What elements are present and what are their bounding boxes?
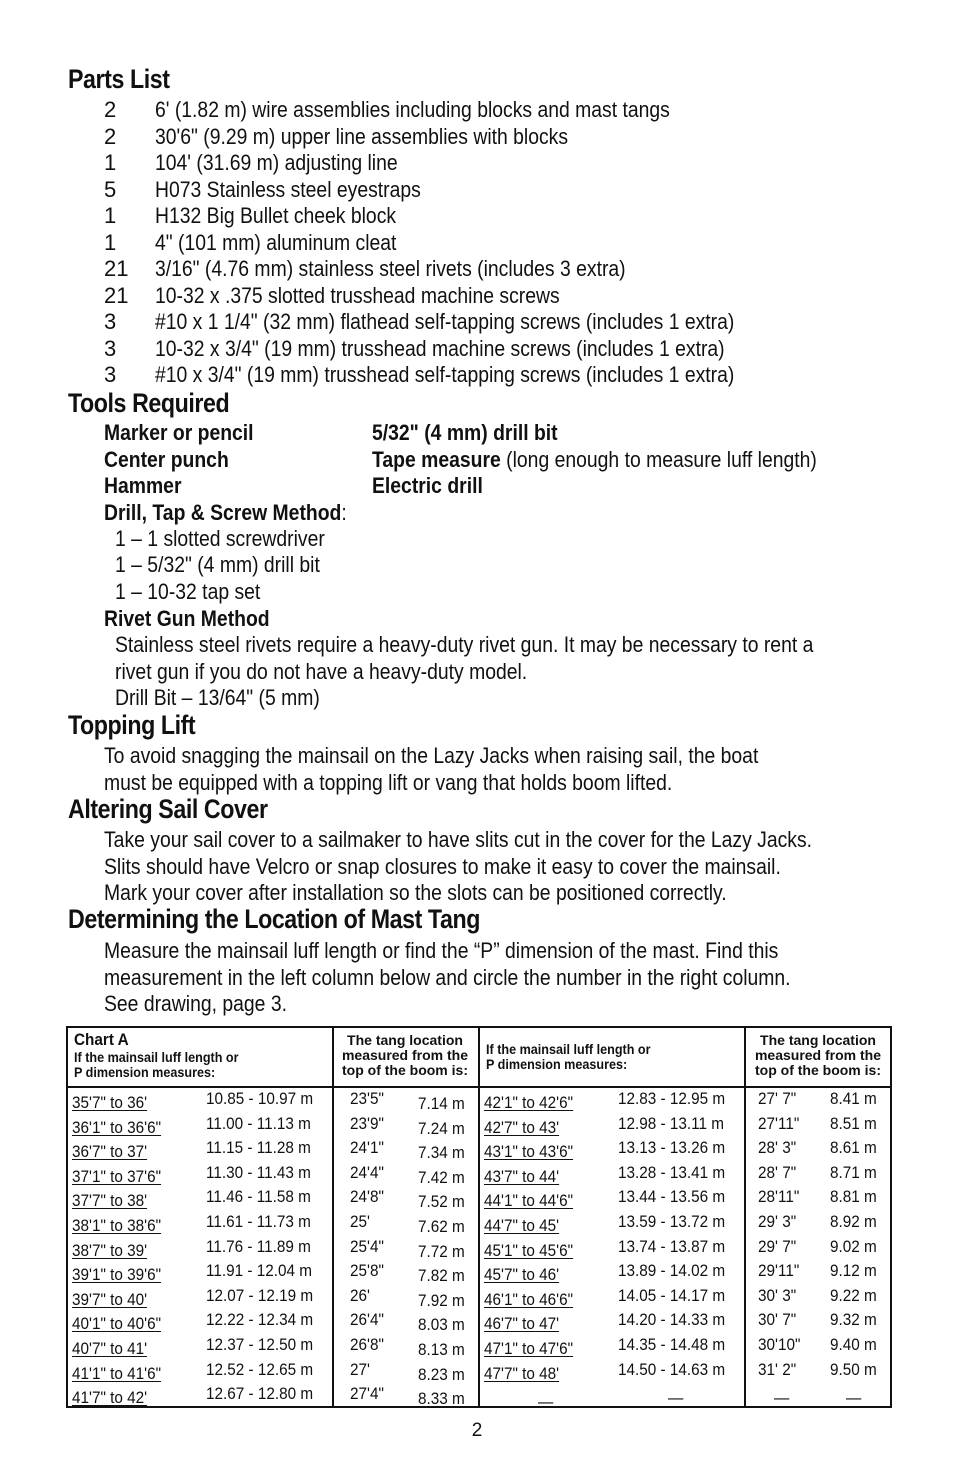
part-description: 3/16" (4.76 mm) stainless steel rivets (includes 3 extra) [155, 256, 626, 281]
table-cell: 24'4" [350, 1162, 384, 1182]
table-cell: 31' 2" [758, 1359, 797, 1379]
table-cell: 8.33 m [418, 1389, 465, 1409]
table-cell: 8.13 m [418, 1340, 465, 1359]
table-cell: 11.00 - 11.13 m [206, 1113, 311, 1133]
table-cell: 12.83 - 12.95 m [618, 1089, 726, 1108]
part-quantity: 1 [104, 230, 117, 255]
part-quantity: 21 [104, 256, 129, 281]
table-cell: 7.42 m [418, 1167, 465, 1187]
table-cell: 9.22 m [830, 1285, 877, 1305]
table-cell: 9.12 m [830, 1261, 877, 1281]
header-line: top of the boom is: [755, 1062, 881, 1078]
table-cell: 12.37 - 12.50 m [206, 1335, 314, 1354]
table-cell: 12.22 - 12.34 m [206, 1310, 314, 1330]
table-cell: 46'1" to 46'6" [484, 1289, 574, 1309]
method-label: Drill, Tap & Screw Method [104, 500, 342, 525]
topping-lift-heading: Topping Lift [68, 710, 196, 740]
part-description: 4" (101 mm) aluminum cleat [155, 230, 397, 255]
table-cell: 28' 7" [758, 1162, 797, 1182]
mast-tang-heading: Determining the Location of Mast Tang [68, 904, 480, 934]
table-cell: 11.46 - 11.58 m [206, 1187, 311, 1207]
part-description: H073 Stainless steel eyestraps [155, 177, 421, 202]
part-quantity: 1 [104, 150, 117, 175]
rivet-text: Stainless steel rivets require a heavy-duty rivet gun. It may be necessary to rent a [115, 632, 814, 657]
right-range-header [486, 1042, 651, 1072]
header-line: top of the boom is: [342, 1062, 468, 1078]
table-cell: 14.20 - 14.33 m [618, 1310, 726, 1330]
part-description: #10 x 1 1/4" (32 mm) flathead self-tapping screws (includes 1 extra) [155, 309, 735, 334]
table-cell: 9.40 m [830, 1335, 877, 1354]
table-cell: 42'1" to 42'6" [484, 1093, 574, 1112]
part-description: #10 x 3/4" (19 mm) trusshead self-tapping screws (includes 1 extra) [155, 362, 735, 387]
part-quantity: 3 [104, 362, 117, 387]
part-quantity: 2 [104, 97, 117, 122]
rivet-gun-method-label: Rivet Gun Method [104, 606, 270, 631]
table-cell: 36'1" to 36'6" [72, 1117, 162, 1137]
table-cell: 46'7" to 47' [484, 1314, 560, 1334]
table-cell: 37'7" to 38' [72, 1191, 148, 1211]
part-description: H132 Big Bullet cheek block [155, 203, 397, 228]
tool-item: Hammer [104, 473, 182, 498]
table-cell: 26'8" [350, 1335, 384, 1354]
table-cell: 29' 3" [758, 1212, 797, 1231]
table-cell: 30' 3" [758, 1285, 797, 1305]
chart-title: Chart A [74, 1030, 129, 1049]
table-cell: 30' 7" [758, 1310, 797, 1330]
table-cell: 41'7" to 42' [72, 1388, 148, 1408]
tool-item [372, 447, 817, 473]
table-cell: 28'11" [758, 1187, 800, 1207]
table-cell: — [668, 1388, 684, 1408]
table-cell: 9.02 m [830, 1236, 877, 1256]
part-quantity: 3 [104, 309, 117, 334]
table-cell: 7.72 m [418, 1241, 465, 1261]
header-line: P dimension measures: [74, 1064, 216, 1080]
table-cell: 26' [350, 1285, 370, 1305]
table-cell: 39'7" to 40' [72, 1289, 148, 1309]
method-colon: : [341, 500, 347, 525]
table-cell: 28' 3" [758, 1138, 797, 1158]
table-cell: 9.32 m [830, 1310, 877, 1330]
part-description: 104' (31.69 m) adjusting line [155, 150, 398, 175]
table-cell: 7.52 m [418, 1192, 465, 1212]
table-cell: — [846, 1388, 862, 1408]
table-cell: 8.92 m [830, 1212, 877, 1231]
table-cell: 13.59 - 13.72 m [618, 1212, 726, 1231]
table-cell: 27'4" [350, 1384, 384, 1404]
table-cell: 24'8" [350, 1187, 384, 1207]
table-cell: 29'11" [758, 1261, 800, 1281]
tool-item [372, 473, 483, 499]
header-divider [68, 1086, 890, 1088]
header-line: If the mainsail luff length or [74, 1049, 239, 1065]
part-quantity: 2 [104, 124, 117, 149]
table-cell: 24'1" [350, 1138, 384, 1158]
part-description: 30'6" (9.29 m) upper line assemblies with blocks [155, 124, 569, 149]
table-cell: 12.67 - 12.80 m [206, 1384, 314, 1404]
table-cell: 11.61 - 11.73 m [206, 1212, 311, 1231]
table-cell: 8.03 m [418, 1315, 465, 1335]
tools-required-heading: Tools Required [68, 388, 230, 418]
table-cell: 43'1" to 43'6" [484, 1142, 574, 1162]
sail-cover-heading: Altering Sail Cover [68, 794, 268, 824]
table-cell: 7.92 m [418, 1290, 465, 1310]
table-cell: 44'1" to 44'6" [484, 1191, 574, 1211]
part-quantity: 21 [104, 283, 129, 308]
table-cell: 8.23 m [418, 1364, 465, 1384]
part-quantity: 5 [104, 177, 117, 202]
table-cell: 12.07 - 12.19 m [206, 1285, 314, 1305]
table-cell: 14.35 - 14.48 m [618, 1335, 726, 1354]
left-tang-header [334, 1033, 476, 1078]
table-cell: 38'7" to 39' [72, 1240, 148, 1260]
part-description: 10-32 x 3/4" (19 mm) trusshead machine screws (includes 1 extra) [155, 336, 725, 361]
table-cell: 36'7" to 37' [72, 1142, 148, 1162]
table-cell: 27'11" [758, 1113, 800, 1133]
part-quantity: 1 [104, 203, 117, 228]
table-cell: 39'1" to 39'6" [72, 1265, 162, 1285]
table-cell: 30'10" [758, 1335, 801, 1354]
table-cell: 25' [350, 1212, 370, 1231]
mast-tang-text: measurement in the left column below and circle the number in the right column. [104, 965, 791, 990]
table-cell: 40'1" to 40'6" [72, 1314, 162, 1334]
table-cell: 44'7" to 45' [484, 1216, 560, 1235]
table-cell: 8.41 m [830, 1089, 877, 1108]
part-description: 10-32 x .375 slotted trusshead machine screws [155, 283, 560, 308]
table-cell: 27' 7" [758, 1089, 797, 1108]
page-number: 2 [471, 1420, 483, 1441]
table-cell: 26'4" [350, 1310, 384, 1330]
table-cell: 25'8" [350, 1261, 384, 1281]
table-cell: 14.50 - 14.63 m [618, 1359, 726, 1379]
mast-tang-text: Measure the mainsail luff length or find the “P” dimension of the mast. Find this [104, 938, 779, 963]
table-cell: 13.74 - 13.87 m [618, 1236, 726, 1256]
table-cell: 8.61 m [830, 1138, 877, 1158]
header-line: The tang location [347, 1032, 463, 1048]
left-range-header [74, 1050, 239, 1080]
sail-cover-text: Mark your cover after installation so the slots can be positioned correctly. [104, 880, 727, 905]
table-cell: 7.34 m [418, 1143, 465, 1163]
table-cell: 7.14 m [418, 1094, 465, 1113]
tape-measure-label: Tape measure [372, 447, 501, 472]
drill-bit-label: 5/32" (4 mm) drill bit [372, 420, 558, 445]
tool-item [372, 420, 558, 446]
header-line: If the mainsail luff length or [486, 1041, 651, 1057]
table-cell: 13.13 - 13.26 m [618, 1138, 726, 1158]
table-cell: 29' 7" [758, 1236, 797, 1256]
method-item: 1 – 1 slotted screwdriver [115, 526, 325, 551]
topping-lift-text: To avoid snagging the mainsail on the Lazy Jacks when raising sail, the boat [104, 743, 759, 768]
table-cell: 35'7" to 36' [72, 1093, 148, 1112]
table-cell: 45'1" to 45'6" [484, 1240, 574, 1260]
tape-measure-note: (long enough to measure luff length) [500, 447, 817, 472]
table-cell: 37'1" to 37'6" [72, 1166, 162, 1186]
method-item: 1 – 10-32 tap set [115, 579, 261, 604]
mast-tang-text: See drawing, page 3. [104, 991, 287, 1016]
table-cell: 11.76 - 11.89 m [206, 1236, 311, 1256]
table-cell: 43'7" to 44' [484, 1166, 560, 1186]
table-cell: 13.44 - 13.56 m [618, 1187, 726, 1207]
table-cell: 12.52 - 12.65 m [206, 1359, 314, 1379]
table-cell: 9.50 m [830, 1359, 877, 1379]
table-cell: 8.51 m [830, 1113, 877, 1133]
table-cell: 10.85 - 10.97 m [206, 1089, 314, 1108]
column-divider [744, 1028, 746, 1406]
topping-lift-text: must be equipped with a topping lift or vang that holds boom lifted. [104, 770, 673, 795]
header-line: The tang location [760, 1032, 876, 1048]
chart-a-table [66, 1026, 892, 1412]
right-tang-header [746, 1033, 890, 1078]
table-cell: 7.82 m [418, 1266, 465, 1286]
table-cell: 23'9" [350, 1113, 384, 1133]
electric-drill-label: Electric drill [372, 473, 483, 498]
header-line: measured from the [341, 1047, 469, 1063]
sail-cover-text: Take your sail cover to a sailmaker to have slits cut in the cover for the Lazy Jacks. [104, 827, 813, 852]
table-cell: 11.30 - 11.43 m [206, 1162, 311, 1182]
table-cell: 13.28 - 13.41 m [618, 1162, 726, 1182]
rivet-drill-bit: Drill Bit – 13/64" (5 mm) [115, 685, 320, 710]
tool-item: Center punch [104, 447, 229, 472]
table-cell: 47'7" to 48' [484, 1363, 560, 1383]
header-line: P dimension measures: [486, 1056, 628, 1072]
table-cell: — [774, 1388, 790, 1408]
tool-item: Marker or pencil [104, 420, 254, 445]
parts-list-heading: Parts List [68, 64, 170, 94]
table-cell: 12.98 - 13.11 m [618, 1113, 725, 1133]
method-item: 1 – 5/32" (4 mm) drill bit [115, 552, 320, 577]
drill-tap-screw-method [104, 500, 347, 526]
table-cell: 13.89 - 14.02 m [618, 1261, 726, 1281]
table-cell: 45'7" to 46' [484, 1265, 560, 1285]
table-cell: 42'7" to 43' [484, 1117, 560, 1137]
table-cell: 7.24 m [418, 1118, 465, 1138]
table-cell: 27' [350, 1359, 370, 1379]
table-cell: 8.71 m [830, 1162, 877, 1182]
table-cell: 11.91 - 12.04 m [206, 1261, 313, 1281]
column-divider [332, 1028, 334, 1406]
table-cell: 11.15 - 11.28 m [206, 1138, 311, 1158]
column-divider [478, 1028, 480, 1406]
part-quantity: 3 [104, 336, 117, 361]
table-cell: 38'1" to 38'6" [72, 1216, 162, 1235]
part-description: 6' (1.82 m) wire assemblies including blocks and mast tangs [155, 97, 670, 122]
rivet-text: rivet gun if you do not have a heavy-duty model. [115, 659, 528, 684]
header-line: measured from the [754, 1047, 882, 1063]
table-cell: 40'7" to 41' [72, 1339, 148, 1358]
table-cell: 8.81 m [830, 1187, 877, 1207]
sail-cover-text: Slits should have Velcro or snap closures to make it easy to cover the mainsail. [104, 854, 781, 879]
table-cell: 23'5" [350, 1089, 384, 1108]
table-cell: 14.05 - 14.17 m [618, 1285, 726, 1305]
table-cell: 41'1" to 41'6" [72, 1363, 162, 1383]
table-cell: — [538, 1392, 554, 1412]
table-cell: 47'1" to 47'6" [484, 1339, 574, 1358]
table-cell: 25'4" [350, 1236, 384, 1256]
table-cell: 7.62 m [418, 1217, 465, 1236]
